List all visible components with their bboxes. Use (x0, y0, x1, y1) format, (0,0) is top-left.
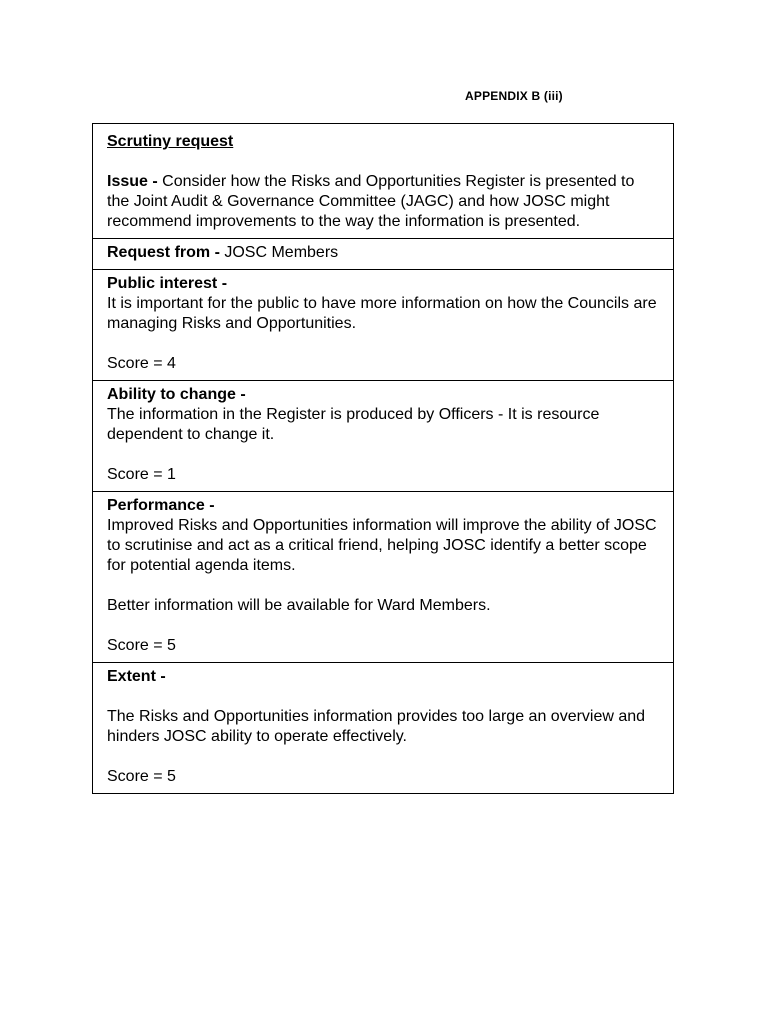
issue-label: Issue - (107, 173, 158, 190)
extent-score: Score = 5 (107, 768, 176, 785)
performance-text: Improved Risks and Opportunities information will improve the ability of JOSC to scrutinise and act as a critical friend, helping JOSC identify a better scope for potential agenda items. (107, 517, 657, 574)
performance-row (93, 491, 673, 662)
request-from-label: Request from - (107, 244, 220, 261)
appendix-label: APPENDIX B (iii) (465, 89, 563, 103)
spacer (107, 747, 659, 767)
issue-text: Consider how the Risks and Opportunities Register is presented to the Joint Audit & Governance Committee (JAGC) and how JOSC might recommend improvements to the way the information is presented. (107, 173, 635, 230)
spacer (107, 616, 659, 636)
request-from-row (93, 238, 673, 269)
ability-to-change-text: The information in the Register is produced by Officers - It is resource dependent to change it. (107, 406, 600, 443)
public-interest-text: It is important for the public to have more information on how the Councils are managing Risks and Opportunities. (107, 295, 657, 332)
ability-to-change-row (93, 380, 673, 491)
public-interest-row (93, 269, 673, 380)
performance-label: Performance - (107, 497, 215, 514)
extent-row (93, 662, 673, 793)
ability-to-change-label: Ability to change - (107, 386, 246, 403)
spacer (107, 576, 659, 596)
request-from-paragraph (107, 243, 659, 263)
extent-label: Extent - (107, 668, 166, 685)
spacer (107, 334, 659, 354)
performance-score: Score = 5 (107, 637, 176, 654)
spacer (107, 152, 659, 172)
spacer (107, 445, 659, 465)
request-from-text: JOSC Members (224, 244, 339, 261)
public-interest-score: Score = 4 (107, 355, 176, 372)
spacer (107, 687, 659, 707)
issue-paragraph (107, 172, 659, 232)
issue-row (93, 124, 673, 238)
public-interest-label: Public interest - (107, 275, 228, 292)
scrutiny-title: Scrutiny request (107, 133, 234, 150)
performance-text-2: Better information will be available for Ward Members. (107, 597, 491, 614)
scrutiny-request-table (92, 123, 674, 794)
ability-to-change-score: Score = 1 (107, 466, 176, 483)
extent-text: The Risks and Opportunities information provides too large an overview and hinders JOSC ability to operate effectively. (107, 708, 646, 745)
